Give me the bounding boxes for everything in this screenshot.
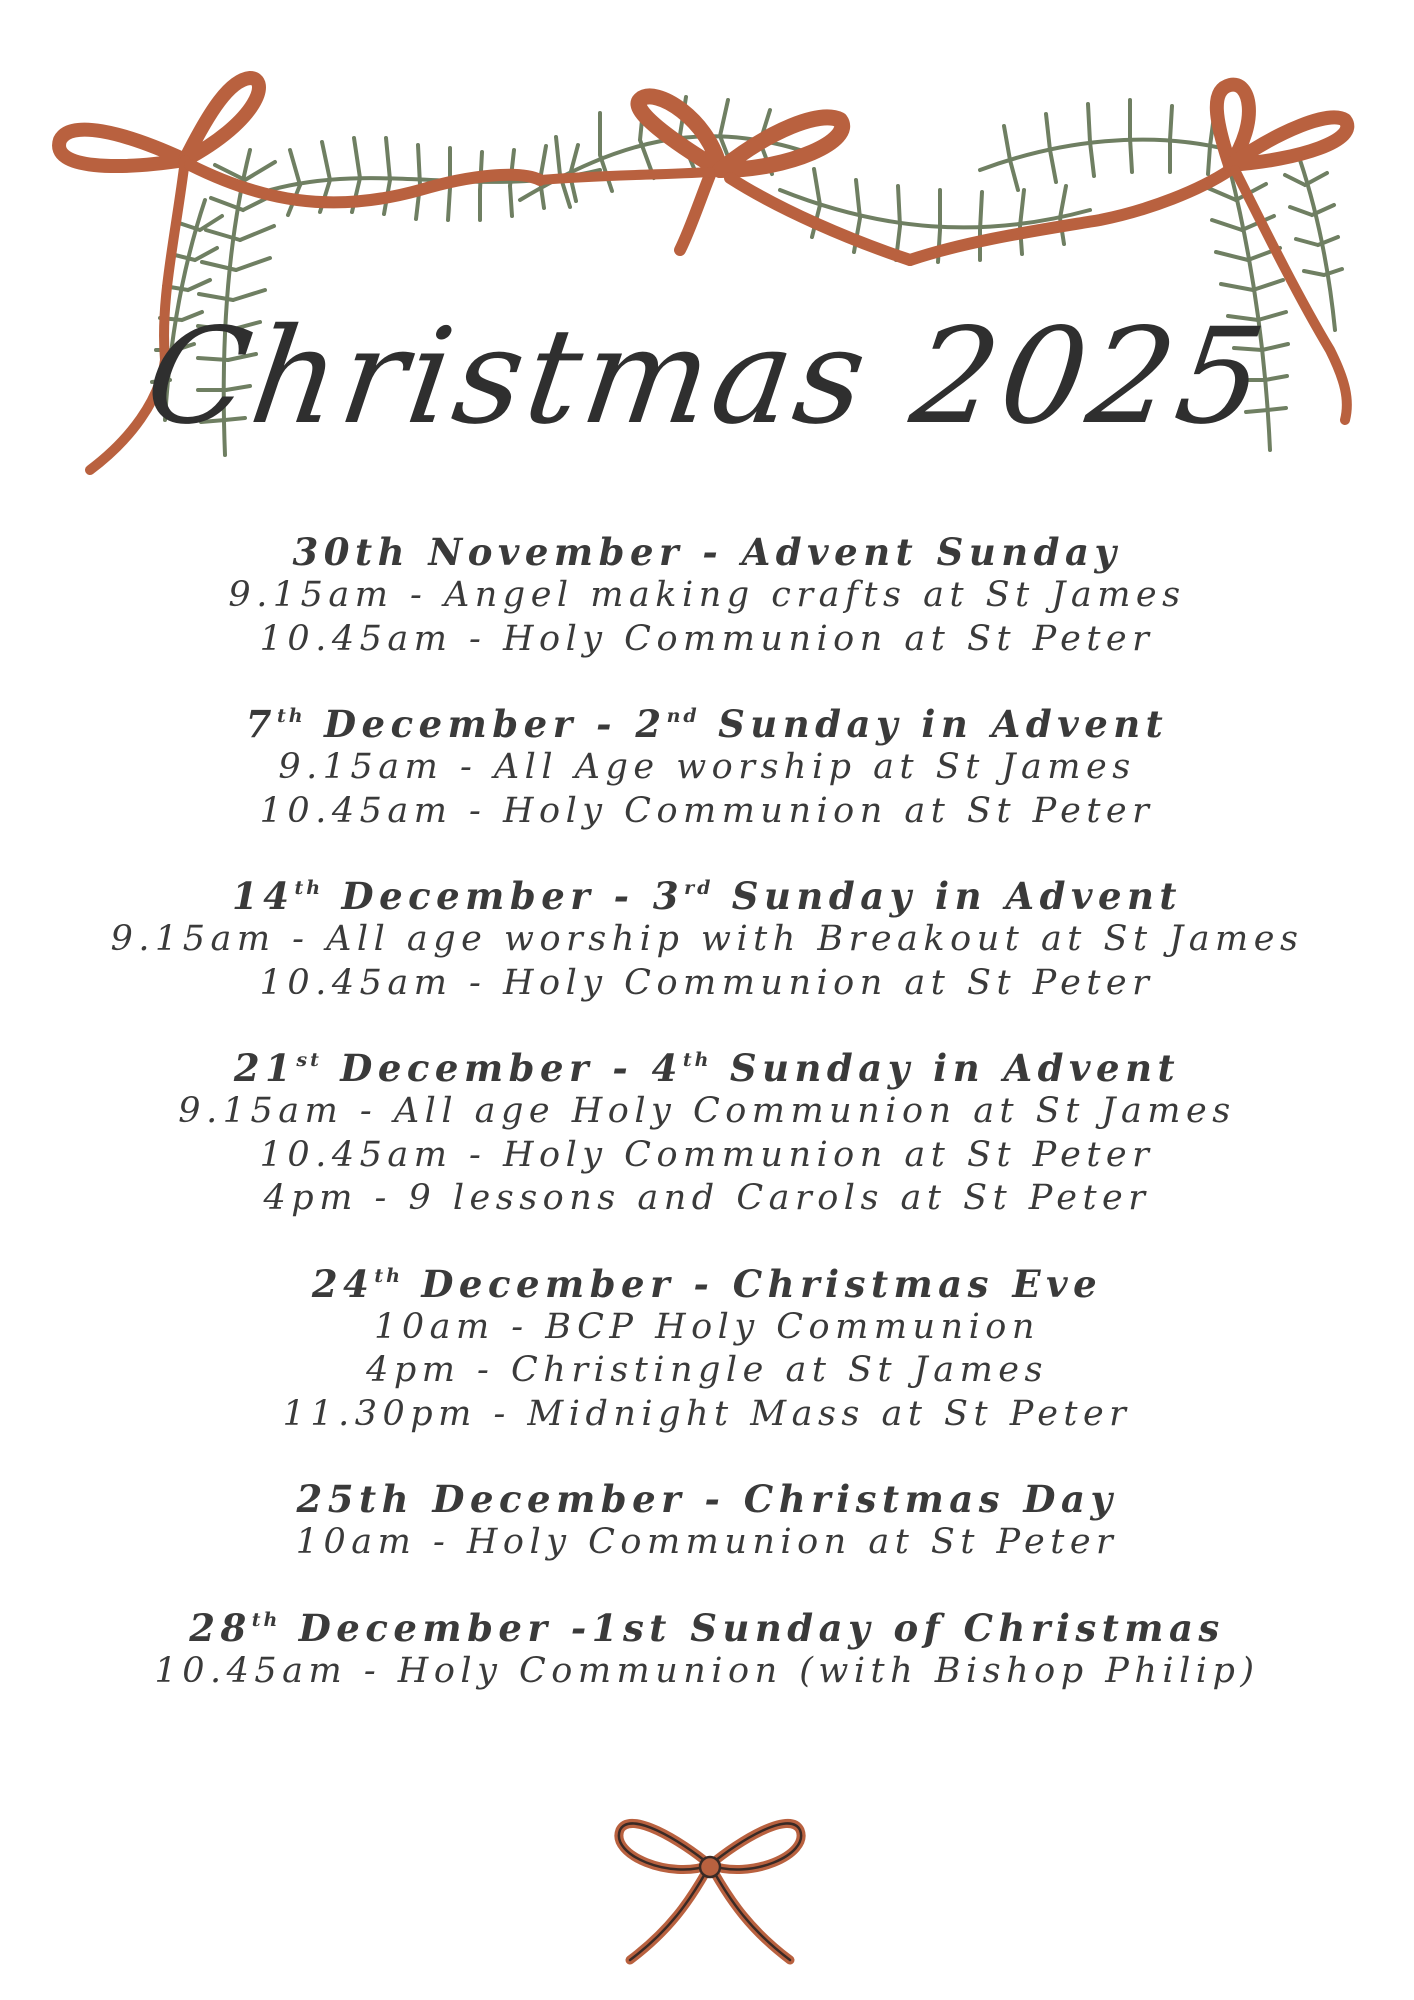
service-line: 10.45am - Holy Communion at St Peter	[259, 962, 1155, 1003]
section-heading: 28th December -1st Sunday of Christmas	[189, 1605, 1225, 1650]
section-heading: 30th November - Advent Sunday	[292, 530, 1122, 574]
service-line: 9.15am - All age worship with Breakout at St James	[110, 919, 1304, 959]
service-line: 10.45am - Holy Communion at St Peter	[259, 1134, 1155, 1175]
schedule-section	[0, 530, 1414, 661]
schedule-section	[0, 1046, 1414, 1221]
service-line: 10.45am - Holy Communion (with Bishop Philip)	[154, 1650, 1260, 1691]
schedule-section	[0, 702, 1414, 833]
section-heading: 14th December - 3rd Sunday in Advent	[232, 874, 1182, 918]
service-line: 4pm - Christingle at St James	[366, 1350, 1048, 1390]
section-heading: 7th December - 2nd Sunday in Advent	[245, 702, 1169, 746]
service-line: 10am - Holy Communion at St Peter	[295, 1522, 1119, 1562]
schedule-section	[0, 1606, 1414, 1694]
schedule-section	[0, 1477, 1414, 1565]
service-line: 9.15am - All age Holy Communion at St James	[178, 1091, 1236, 1131]
bow-icon	[610, 1810, 810, 1980]
service-line: 10am - BCP Holy Communion	[374, 1306, 1040, 1347]
service-line: 10.45am - Holy Communion at St Peter	[259, 790, 1155, 831]
page-title: Christmas 2025	[137, 300, 1277, 454]
section-heading: 21st December - 4th Sunday in Advent	[233, 1046, 1181, 1090]
service-line: 9.15am - Angel making crafts at St James	[228, 575, 1186, 615]
schedule-section	[0, 874, 1414, 1005]
service-schedule	[0, 530, 1414, 1734]
service-line: 4pm - 9 lessons and Carols at St Peter	[263, 1178, 1151, 1218]
service-line: 9.15am - All Age worship at St James	[278, 747, 1136, 787]
service-line: 11.30pm - Midnight Mass at St Peter	[282, 1393, 1132, 1434]
section-heading: 25th December - Christmas Day	[296, 1477, 1118, 1521]
section-heading: 24th December - Christmas Eve	[311, 1261, 1103, 1306]
service-line: 10.45am - Holy Communion at St Peter	[259, 618, 1155, 659]
schedule-section	[0, 1262, 1414, 1437]
